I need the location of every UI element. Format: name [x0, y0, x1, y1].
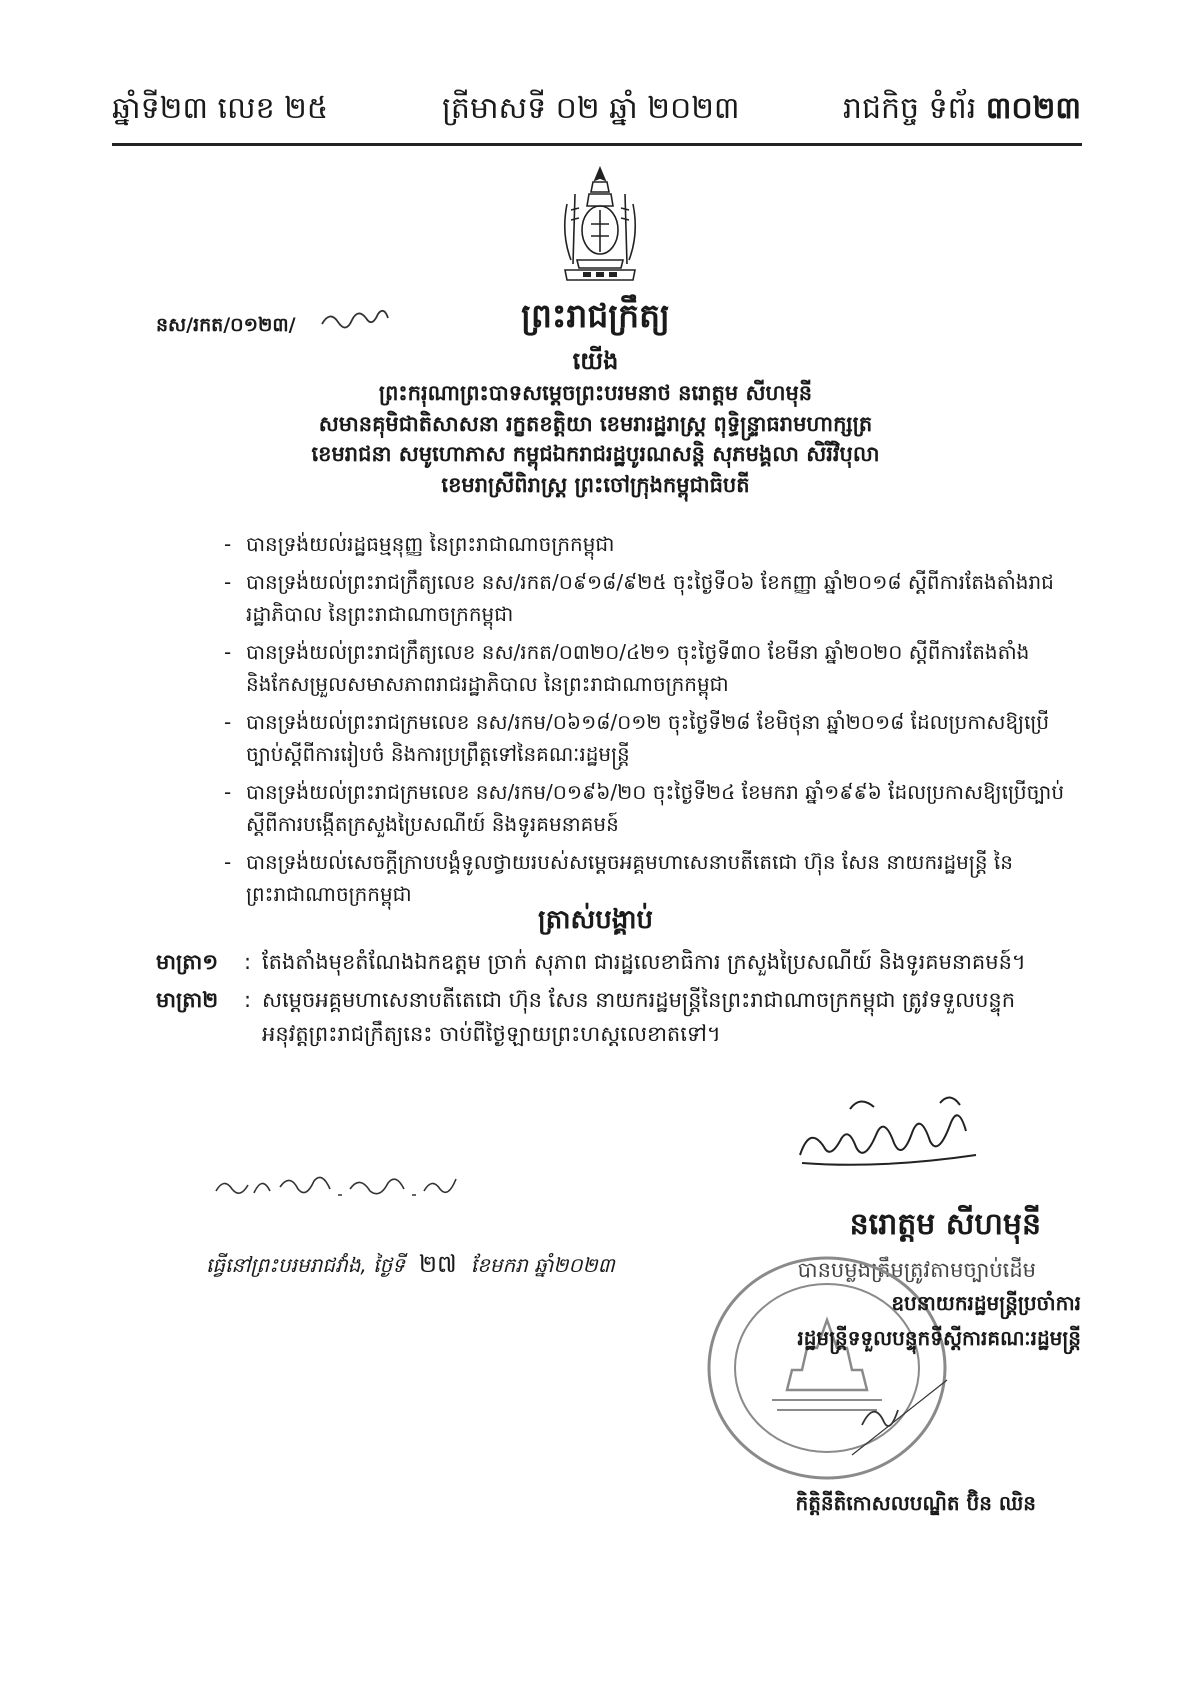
preamble-we: យើង	[572, 347, 619, 375]
date-day: ២៧	[418, 1250, 457, 1278]
handwritten-date-icon	[210, 1165, 470, 1205]
place-prefix: ធ្វើនៅព្រះបរមរាជវាំង, ថ្ងៃទី	[206, 1253, 405, 1277]
article-text: តែងតាំងមុខតំណែងឯកឧត្តម ច្រាក់ សុភាព ជារដ្ឋលេខាធិការ ក្រសួងប្រៃសណីយ៍ និងទូរគមនាគមន៍។	[262, 950, 1026, 974]
article-text-continued: អនុវត្តព្រះរាជក្រឹត្យនេះ ចាប់ពីថ្ងៃឡាយព្រះហស្តលេខាតទៅ។	[262, 1022, 721, 1046]
royal-title-line-3: ខេមរាស្រីពិរាស្ត្រ ព្រះចៅក្រុងកម្ពុជាធិបតី	[441, 473, 750, 497]
king-name: នរោត្តម សីហមុនី	[849, 1207, 1041, 1242]
minister-title: រដ្ឋមន្ត្រីទទួលបន្ទុកទីស្តីការគណៈរដ្ឋមន្ត្រី	[797, 1326, 1081, 1350]
recital-item: - បានទ្រង់យល់រដ្ឋធម្មនុញ្ញ នៃព្រះរាជាណាចក្រកម្ពុជា	[232, 528, 1072, 560]
header-rule	[112, 143, 1082, 146]
deputy-pm-title: ឧបនាយករដ្ឋមន្ត្រីប្រចាំការ	[891, 1291, 1081, 1315]
recitals-list	[232, 528, 1072, 916]
gazette-quarter: ត្រីមាសទី ០២ ឆ្នាំ ២០២៣	[442, 91, 740, 126]
article-1: មាត្រា១ : តែងតាំងមុខតំណែងឯកឧត្តម ច្រាក់ សុភាព ជារដ្ឋលេខាធិការ ក្រសួងប្រៃសណីយ៍ និងទូរគមនាគមន៍។	[156, 945, 1076, 979]
recital-item: - បានទ្រង់យល់សេចក្តីក្រាបបង្គំទូលថ្វាយរបស់សម្តេចអគ្គមហាសេនាបតីតេជោ ហ៊ុន សែន នាយករដ្ឋមន្ត្រី នៃព្រះរាជាណាចក្រកម្ពុជា	[232, 846, 1072, 910]
recital-item: - បានទ្រង់យល់ព្រះរាជក្រឹត្យលេខ នស/រកត/០៩១៨/៩២៥ ចុះថ្ងៃទី០៦ ខែកញ្ញា ឆ្នាំ២០១៨ ស្តីពីការតែងតាំងរាជរដ្ឋាភិបាល នៃព្រះរាជាណាចក្រកម្ពុជា	[232, 566, 1072, 630]
king-signature-icon	[790, 1085, 990, 1175]
place-and-date	[206, 1249, 615, 1284]
royal-title-line-2: ខេមរាជនា សមូហោភាស កម្ពុជឯករាជរដ្ឋបូរណសន្តិ សុភមង្គលា សិរីវិបុលា	[311, 442, 880, 466]
document-title: ព្រះរាជក្រឹត្យ	[521, 296, 670, 335]
gazette-year-issue: ឆ្នាំទី២៣ លេខ ២៥	[112, 91, 329, 126]
place-suffix: ខែមករា ឆ្នាំ២០២៣	[470, 1253, 615, 1277]
article-label: មាត្រា១	[156, 950, 219, 974]
gazette-page-number: ៣០២៣	[985, 91, 1081, 126]
royal-emblem-icon	[553, 164, 647, 288]
gazette-page	[843, 92, 1081, 126]
order-heading: ត្រាស់បង្គាប់	[537, 905, 654, 935]
recital-item: - បានទ្រង់យល់ព្រះរាជក្រមលេខ នស/រកម/០១៩៦/២០ ចុះថ្ងៃទី២៤ ខែមករា ឆ្នាំ១៩៩៦ ដែលប្រកាសឱ្យប្រើច្បាប់ស្តីពីការបង្កើតក្រសួងប្រៃសណីយ៍ និងទូរគមនាគមន៍	[232, 776, 1072, 840]
official-seal-icon	[702, 1250, 952, 1485]
king-line: ព្រះករុណាព្រះបាទសម្តេចព្រះបរមនាថ នរោត្តម សីហមុនី	[378, 381, 813, 405]
article-label: មាត្រា២	[156, 988, 219, 1012]
royal-title-line-1: សមានគុមិជាតិសាសនា រក្ខតខត្តិយា ខេមរារដ្ឋរាស្ត្រ ពុទ្ធិន្ទ្រាធរាមហាក្សត្រ	[318, 412, 873, 436]
handwritten-number-icon	[318, 300, 392, 334]
signatory-name: កិត្តិនីតិកោសលបណ្ឌិត ប៊ិន ឈិន	[795, 1491, 1036, 1515]
certified-copy-line: បានបម្លងត្រឹមត្រូវតាមច្បាប់ដើម	[797, 1258, 1036, 1282]
recital-item: - បានទ្រង់យល់ព្រះរាជក្រមលេខ នស/រកម/០៦១៨/០១២ ចុះថ្ងៃទី២៨ ខែមិថុនា ឆ្នាំ២០១៨ ដែលប្រកាសឱ្យប្រើច្បាប់ស្តីពីការរៀបចំ និងការប្រព្រឹត្តទៅនៃគណៈរដ្ឋមន្ត្រី	[232, 706, 1072, 770]
gazette-page-prefix: រាជកិច្ច ទំព័រ	[842, 91, 986, 126]
recital-item: - បានទ្រង់យល់ព្រះរាជក្រឹត្យលេខ នស/រកត/០៣២០/៤២១ ចុះថ្ងៃទី៣០ ខែមីនា ឆ្នាំ២០២០ ស្តីពីការតែងតាំង និងកែសម្រួលសមាសភាពរាជរដ្ឋាភិបាល នៃព្រះរាជាណាចក្រកម្ពុជា	[232, 636, 1072, 700]
article-text: សម្តេចអគ្គមហាសេនាបតីតេជោ ហ៊ុន សែន នាយករដ្ឋមន្ត្រីនៃព្រះរាជាណាចក្រកម្ពុជា ត្រូវទទួលបន្ទុក	[262, 988, 1016, 1012]
decree-reference: នស/រកត/០១២៣/	[156, 314, 296, 336]
article-2: មាត្រា២ : សម្តេចអគ្គមហាសេនាបតីតេជោ ហ៊ុន សែន នាយករដ្ឋមន្ត្រីនៃព្រះរាជាណាចក្រកម្ពុជា ត្រូវទទួលបន្ទុក អនុវត្តព្រះរាជក្រឹត្យនេះ ចាប់ពីថ្ងៃឡាយព្រះហស្តលេខាតទៅ។	[156, 983, 1076, 1051]
